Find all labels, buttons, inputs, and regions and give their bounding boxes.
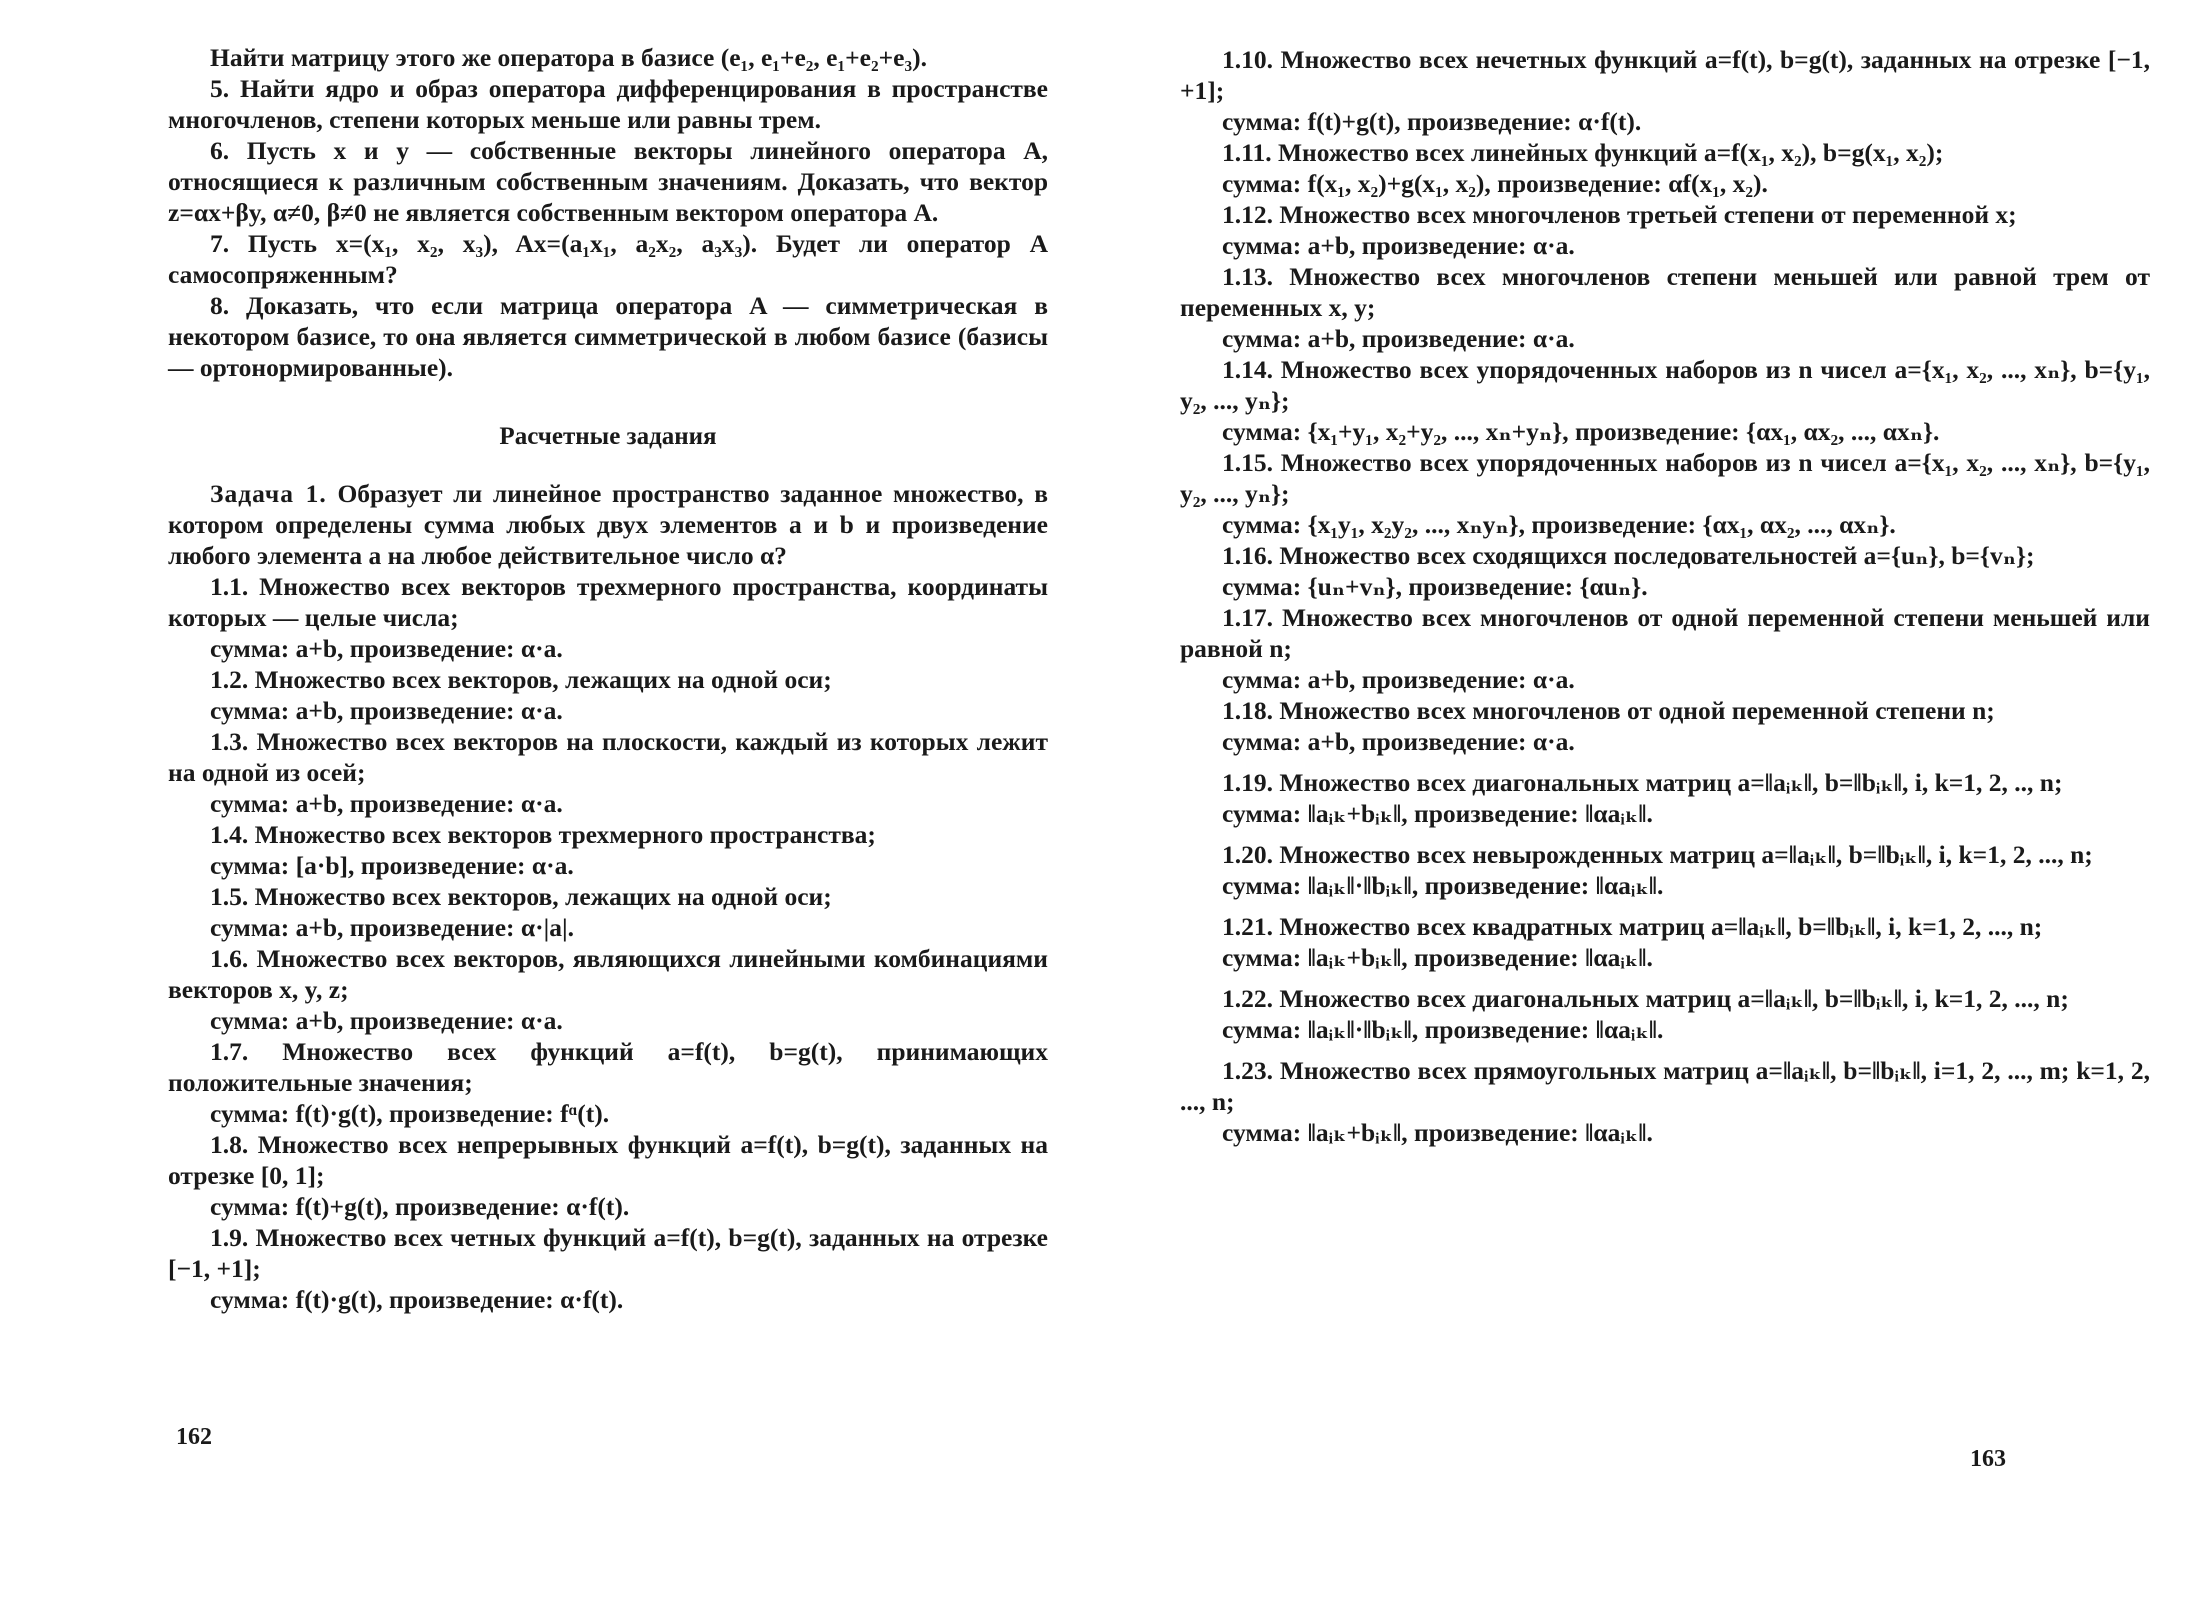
item-1-19: 1.19. Множество всех диагональных матриц a=‖aᵢₖ‖, b=‖bᵢₖ‖, i, k=1, 2, .., n; (1222, 768, 2063, 797)
item-1-9-ops: сумма: f(t)·g(t), произведение: α·f(t). (210, 1285, 624, 1314)
item-1-6: 1.6. Множество всех векторов, являющихся линейными комбинациями векторов x, y, z; (168, 944, 1048, 1004)
item-1-5: 1.5. Множество всех векторов, лежащих на одной оси; (210, 882, 832, 911)
right-page (1100, 0, 2200, 1618)
item-1-17-ops: сумма: a+b, произведение: α·a. (1222, 665, 1575, 694)
item-1-11: 1.11. Множество всех линейных функций a=f(x₁, x₂), b=g(x₁, x₂); (1222, 138, 1944, 167)
item-1-7: 1.7. Множество всех функций a=f(t), b=g(t), принимающих положительные значения; (168, 1037, 1048, 1097)
item-1-12: 1.12. Множество всех многочленов третьей степени от переменной x; (1222, 200, 2017, 229)
section-heading: Расчетные задания (499, 423, 717, 450)
item-1-22-ops: сумма: ‖aᵢₖ‖·‖bᵢₖ‖, произведение: ‖αaᵢₖ‖. (1222, 1015, 1664, 1044)
item-1-10: 1.10. Множество всех нечетных функций a=f(t), b=g(t), заданных на отрезке [−1, +1]; (1180, 45, 2150, 105)
item-1-3-ops: сумма: a+b, произведение: α·a. (210, 789, 563, 818)
item-1-21-ops: сумма: ‖aᵢₖ+bᵢₖ‖, произведение: ‖αaᵢₖ‖. (1222, 943, 1653, 972)
item-1-20: 1.20. Множество всех невырожденных матриц a=‖aᵢₖ‖, b=‖bᵢₖ‖, i, k=1, 2, ..., n; (1222, 840, 2093, 869)
item-1-15-ops: сумма: {x₁y₁, x₂y₂, ..., xₙyₙ}, произведение: {αx₁, αx₂, ..., αxₙ}. (1222, 510, 1896, 539)
item-1-14-ops: сумма: {x₁+y₁, x₂+y₂, ..., xₙ+yₙ}, произведение: {αx₁, αx₂, ..., αxₙ}. (1222, 417, 1940, 446)
exercise-5: 5. Найти ядро и образ оператора дифференцирования в пространстве многочленов, степени которых меньше или равны трем. (168, 74, 1048, 134)
item-1-21: 1.21. Множество всех квадратных матриц a=‖aᵢₖ‖, b=‖bᵢₖ‖, i, k=1, 2, ..., n; (1222, 912, 2043, 941)
item-1-1-ops: сумма: a+b, произведение: α·a. (210, 634, 563, 663)
item-1-12-ops: сумма: a+b, произведение: α·a. (1222, 231, 1575, 260)
item-1-4-ops: сумма: [a·b], произведение: α·a. (210, 851, 574, 880)
item-1-23-ops: сумма: ‖aᵢₖ+bᵢₖ‖, произведение: ‖αaᵢₖ‖. (1222, 1118, 1653, 1147)
item-1-9: 1.9. Множество всех четных функций a=f(t), b=g(t), заданных на отрезке [−1, +1]; (168, 1223, 1048, 1283)
item-1-2-ops: сумма: a+b, произведение: α·a. (210, 696, 563, 725)
left-column (168, 42, 1048, 1315)
item-1-11-ops: сумма: f(x₁, x₂)+g(x₁, x₂), произведение: αf(x₁, x₂). (1222, 169, 1768, 198)
item-1-4: 1.4. Множество всех векторов трехмерного пространства; (210, 820, 876, 849)
item-1-10-ops: сумма: f(t)+g(t), произведение: α·f(t). (1222, 107, 1642, 136)
item-1-7-ops: сумма: f(t)·g(t), произведение: fᵅ(t). (210, 1099, 610, 1128)
item-1-18: 1.18. Множество всех многочленов от одной переменной степени n; (1222, 696, 1995, 725)
item-1-18-ops: сумма: a+b, произведение: α·a. (1222, 727, 1575, 756)
exercise-7: 7. Пусть x=(x₁, x₂, x₃), Ax=(a₁x₁, a₂x₂, a₃x₃). Будет ли оператор A самосопряженным? (168, 229, 1048, 289)
item-1-1: 1.1. Множество всех векторов трехмерного пространства, координаты которых — целые числа; (168, 572, 1048, 632)
paragraph: Найти матрицу этого же оператора в базисе (e₁, e₁+e₂, e₁+e₂+e₃). (210, 43, 927, 72)
task-statement (168, 478, 1048, 571)
item-1-22: 1.22. Множество всех диагональных матриц a=‖aᵢₖ‖, b=‖bᵢₖ‖, i, k=1, 2, ..., n; (1222, 984, 2069, 1013)
exercise-8: 8. Доказать, что если матрица оператора A — симметрическая в некотором базисе, то она является симметрической в любом базисе (базисы — ортонормированные). (168, 291, 1048, 382)
task-text: Образует ли линейное пространство заданное множество, в котором определены сумма любых двух элементов a и b и произведение любого элемента a на любое действительное число α? (168, 479, 1049, 570)
item-1-3: 1.3. Множество всех векторов на плоскости, каждый из которых лежит на одной из осей; (168, 727, 1048, 787)
item-1-14: 1.14. Множество всех упорядоченных наборов из n чисел a={x₁, x₂, ..., xₙ}, b={y₁, y₂, ..., yₙ}; (1180, 355, 2150, 415)
item-1-5-ops: сумма: a+b, произведение: α·|a|. (210, 913, 574, 942)
item-1-19-ops: сумма: ‖aᵢₖ+bᵢₖ‖, произведение: ‖αaᵢₖ‖. (1222, 799, 1653, 828)
item-1-16-ops: сумма: {uₙ+vₙ}, произведение: {αuₙ}. (1222, 572, 1648, 601)
exercise-6: 6. Пусть x и y — собственные векторы линейного оператора A, относящиеся к различным собственным значениям. Доказать, что вектор z=αx+βy, α≠0, β≠0 не является собственным вектором оператора A. (168, 136, 1048, 227)
item-1-2: 1.2. Множество всех векторов, лежащих на одной оси; (210, 665, 832, 694)
item-1-13-ops: сумма: a+b, произведение: α·a. (1222, 324, 1575, 353)
item-1-8: 1.8. Множество всех непрерывных функций a=f(t), b=g(t), заданных на отрезке [0, 1]; (168, 1130, 1048, 1190)
item-1-6-ops: сумма: a+b, произведение: α·a. (210, 1006, 563, 1035)
item-1-17: 1.17. Множество всех многочленов от одной переменной степени меньшей или равной n; (1180, 603, 2150, 663)
item-1-23: 1.23. Множество всех прямоугольных матриц a=‖aᵢₖ‖, b=‖bᵢₖ‖, i=1, 2, ..., m; k=1, 2, ..., n; (1180, 1056, 2150, 1116)
right-column (1180, 44, 2150, 1148)
page-number-right: 163 (1970, 1446, 2006, 1472)
item-1-16: 1.16. Множество всех сходящихся последовательностей a={uₙ}, b={vₙ}; (1222, 541, 2035, 570)
item-1-20-ops: сумма: ‖aᵢₖ‖·‖bᵢₖ‖, произведение: ‖αaᵢₖ‖. (1222, 871, 1664, 900)
task-label: Задача 1. (210, 479, 327, 508)
item-1-13: 1.13. Множество всех многочленов степени меньшей или равной трем от переменных x, y; (1180, 262, 2150, 322)
item-1-8-ops: сумма: f(t)+g(t), произведение: α·f(t). (210, 1192, 630, 1221)
page-number-left: 162 (176, 1424, 212, 1450)
item-1-15: 1.15. Множество всех упорядоченных наборов из n чисел a={x₁, x₂, ..., xₙ}, b={y₁, y₂, ..., yₙ}; (1180, 448, 2150, 508)
